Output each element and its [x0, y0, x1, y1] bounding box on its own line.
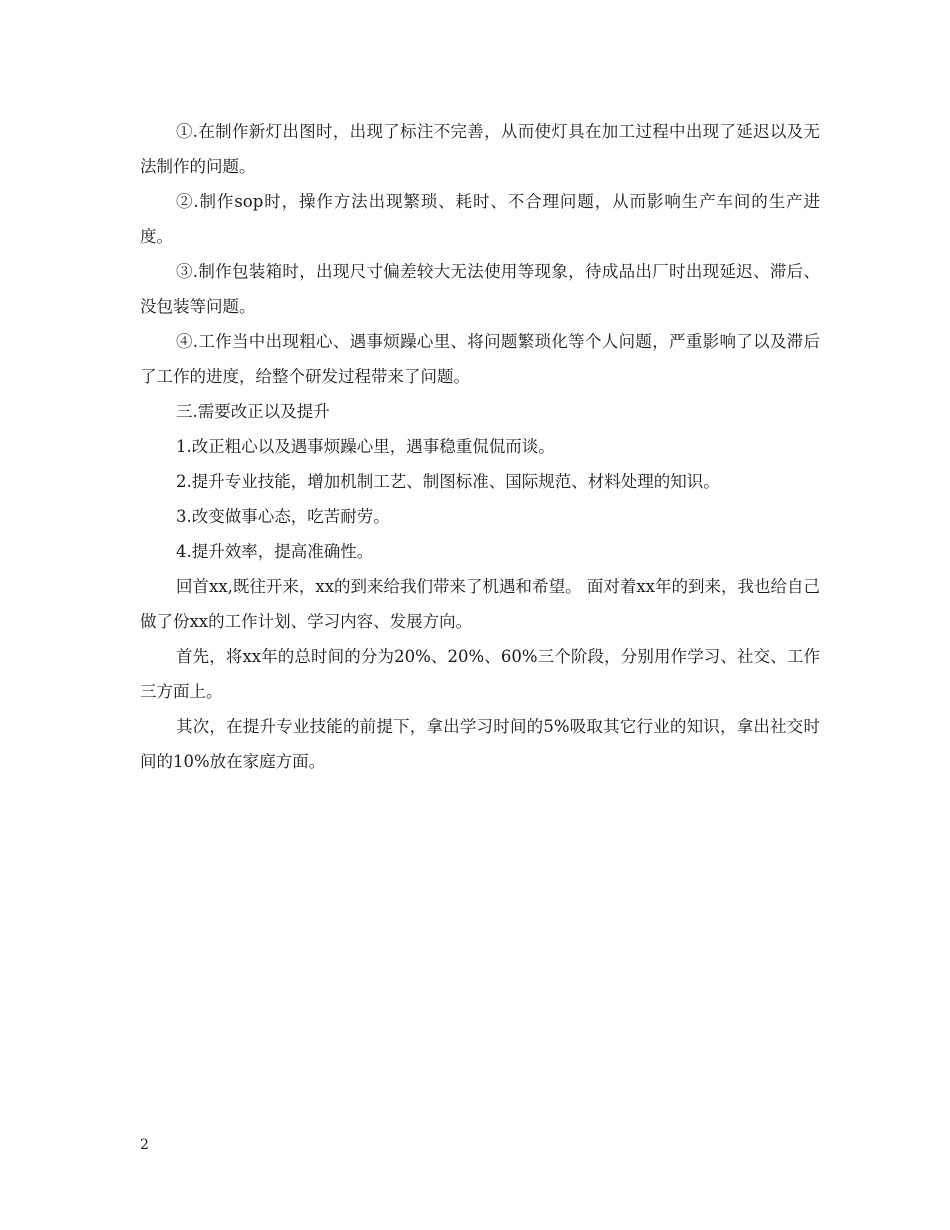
- paragraph-review: 回首xx,既往开来，xx的到来给我们带来了机遇和希望。 面对着xx年的到来，我也给自己做了份xx的工作计划、学习内容、发展方向。: [140, 577, 820, 631]
- paragraph-issue-4: ④.工作当中出现粗心、遇事烦躁心里、将问题繁琐化等个人问题，严重影响了以及滞后了工作的进度，给整个研发过程带来了问题。: [140, 332, 820, 386]
- paragraph-issue-3: ③.制作包装箱时，出现尺寸偏差较大无法使用等现象，待成品出厂时出现延迟、滞后、没包装等问题。: [140, 262, 820, 316]
- list-item-improvement-2: 2.提升专业技能，增加机制工艺、制图标准、国际规范、材料处理的知识。: [176, 472, 720, 491]
- section-heading-improvements: 三.需要改正以及提升: [176, 402, 330, 421]
- document-body: [140, 114, 820, 779]
- list-item-improvement-4: 4.提升效率，提高准确性。: [176, 542, 374, 561]
- list-item-improvement-1: 1.改正粗心以及遇事烦躁心里，遇事稳重侃侃而谈。: [176, 437, 555, 456]
- paragraph-first: 首先，将xx年的总时间的分为20%、20%、60%三个阶段，分别用作学习、社交、工作三方面上。: [140, 647, 820, 701]
- paragraph-second: 其次，在提升专业技能的前提下，拿出学习时间的5%吸取其它行业的知识，拿出社交时间的10%放在家庭方面。: [140, 717, 820, 771]
- paragraph-issue-2: ②.制作sop时，操作方法出现繁琐、耗时、不合理问题，从而影响生产车间的生产进度。: [140, 192, 820, 246]
- paragraph-issue-1: ①.在制作新灯出图时，出现了标注不完善，从而使灯具在加工过程中出现了延迟以及无法制作的问题。: [140, 122, 820, 176]
- page-number: 2: [140, 1137, 149, 1153]
- list-item-improvement-3: 3.改变做事心态，吃苦耐劳。: [176, 507, 390, 526]
